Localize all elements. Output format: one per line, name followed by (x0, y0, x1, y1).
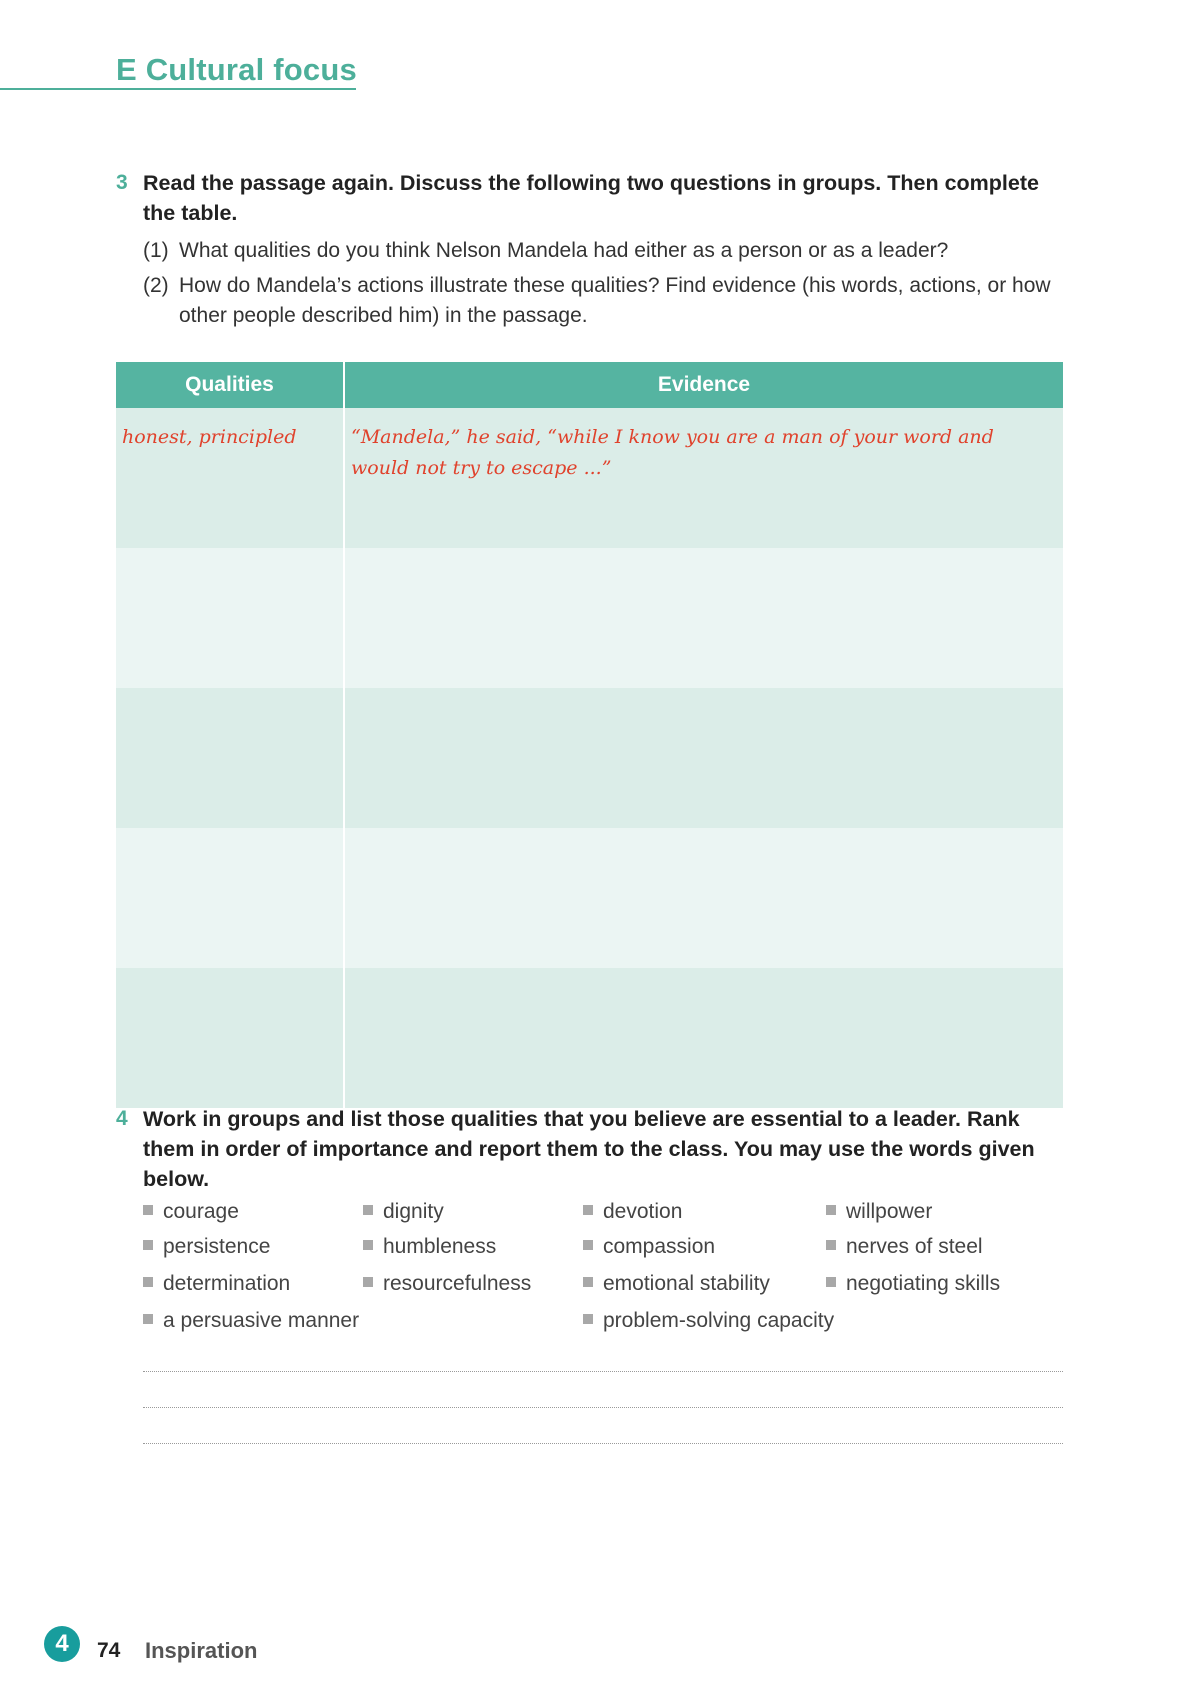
square-bullet-icon (826, 1240, 836, 1250)
square-bullet-icon (143, 1240, 153, 1250)
word-item: a persuasive manner (143, 1309, 359, 1333)
question-3-sub-2 (143, 271, 1073, 331)
page-number: 74 (97, 1639, 121, 1662)
question-4-number: 4 (116, 1107, 128, 1130)
word-item: determination (143, 1272, 290, 1296)
word-item: courage (143, 1200, 239, 1224)
word-item: emotional stability (583, 1272, 770, 1296)
answer-line[interactable] (143, 1371, 1063, 1372)
table-row (116, 688, 1063, 828)
square-bullet-icon (143, 1314, 153, 1324)
word-item: nerves of steel (826, 1235, 983, 1259)
answer-line[interactable] (143, 1407, 1063, 1408)
qualities-column-header: Qualities (116, 362, 344, 408)
word-item: compassion (583, 1235, 715, 1259)
table-row (116, 968, 1063, 1108)
square-bullet-icon (583, 1240, 593, 1250)
question-3-instruction: Read the passage again. Discuss the following two questions in groups. Then complete the table. (143, 171, 1039, 225)
answer-line[interactable] (143, 1443, 1063, 1444)
square-bullet-icon (583, 1277, 593, 1287)
square-bullet-icon (143, 1277, 153, 1287)
word-bank (143, 1200, 1083, 1340)
square-bullet-icon (583, 1314, 593, 1324)
quality-cell[interactable] (116, 688, 344, 828)
quality-cell[interactable] (116, 828, 344, 968)
quality-cell[interactable]: honest, principled (116, 408, 344, 548)
table-row (116, 408, 1063, 548)
table-row (116, 548, 1063, 688)
sub-question-number: (1) (143, 239, 169, 262)
sub-question-text: How do Mandela’s actions illustrate these qualities? Find evidence (his words, actions, or how other people described him) in the passage. (179, 274, 1051, 327)
table-header-row (116, 362, 1063, 408)
word-item: negotiating skills (826, 1272, 1000, 1296)
word-item: devotion (583, 1200, 682, 1224)
square-bullet-icon (143, 1205, 153, 1215)
evidence-cell[interactable] (344, 688, 1063, 828)
evidence-column-header: Evidence (344, 362, 1063, 408)
question-3-sub-1 (143, 236, 1073, 266)
square-bullet-icon (363, 1240, 373, 1250)
word-item: persistence (143, 1235, 270, 1259)
evidence-cell[interactable] (344, 828, 1063, 968)
quality-cell[interactable] (116, 548, 344, 688)
evidence-cell[interactable] (344, 548, 1063, 688)
question-4-instruction: Work in groups and list those qualities that you believe are essential to a leader. Rank them in order of importance and report them to the class. You may use the words given below. (143, 1107, 1035, 1191)
word-item: resourcefulness (363, 1272, 531, 1296)
evidence-cell[interactable]: “Mandela,” he said, “while I know you are a man of your word and would not try to escape ...” (344, 408, 1063, 548)
square-bullet-icon (826, 1205, 836, 1215)
unit-title: Inspiration (145, 1638, 258, 1663)
sub-question-text: What qualities do you think Nelson Mandela had either as a person or as a leader? (179, 239, 949, 262)
heading-underline (0, 88, 356, 90)
square-bullet-icon (363, 1205, 373, 1215)
quality-cell[interactable] (116, 968, 344, 1108)
word-item: willpower (826, 1200, 932, 1224)
evidence-cell[interactable] (344, 968, 1063, 1108)
qualities-evidence-table (116, 362, 1063, 1108)
word-item: problem-solving capacity (583, 1309, 834, 1333)
square-bullet-icon (583, 1205, 593, 1215)
square-bullet-icon (826, 1277, 836, 1287)
table-row (116, 828, 1063, 968)
unit-number-badge: 4 (44, 1626, 80, 1662)
word-item: dignity (363, 1200, 444, 1224)
square-bullet-icon (363, 1277, 373, 1287)
question-3-number: 3 (116, 171, 128, 194)
section-heading: E Cultural focus (116, 52, 357, 87)
word-item: humbleness (363, 1235, 496, 1259)
sub-question-number: (2) (143, 274, 169, 297)
